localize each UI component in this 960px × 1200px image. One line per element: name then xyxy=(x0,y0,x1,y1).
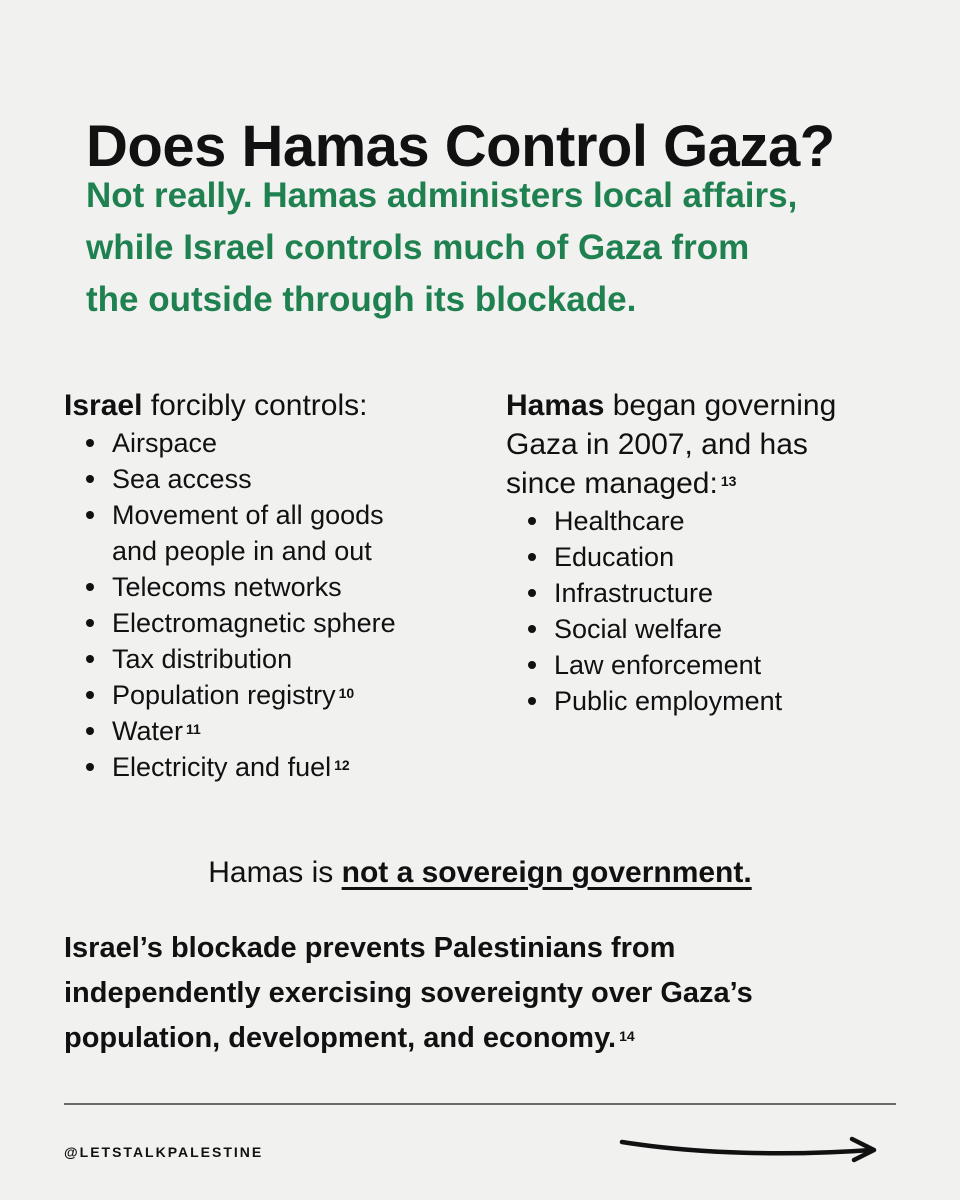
footnote-ref: 13 xyxy=(720,473,737,489)
list-item-text: Electromagnetic sphere xyxy=(112,608,396,638)
footnote-ref: 12 xyxy=(334,757,350,773)
list-item-text: Telecoms networks xyxy=(112,572,342,602)
list-item-text: Water xyxy=(112,716,184,746)
israel-list-item xyxy=(64,677,484,713)
hamas-heading-line: Gaza in 2007, and has xyxy=(506,428,808,461)
footnote-ref: 14 xyxy=(619,1028,635,1044)
conclusion-text xyxy=(64,926,924,1061)
list-item-text: Population registry xyxy=(112,680,336,710)
israel-list-item xyxy=(64,605,484,641)
sovereignty-statement xyxy=(0,853,960,893)
israel-list-item xyxy=(64,641,484,677)
hamas-list-item: Infrastructure xyxy=(506,575,926,611)
conclusion-line: Israel’s blockade prevents Palestinians from xyxy=(64,932,676,964)
israel-list-item xyxy=(64,425,484,461)
hamas-heading xyxy=(506,386,926,503)
hamas-heading-rest: began governing xyxy=(604,389,837,422)
footnote-ref: 11 xyxy=(186,721,201,737)
list-item-text: Electricity and fuel xyxy=(112,752,332,782)
subtitle-line: while Israel controls much of Gaza from xyxy=(86,228,750,267)
statement-prefix: Hamas is xyxy=(208,856,342,889)
hamas-heading-bold: Hamas xyxy=(506,389,605,422)
account-handle: @LETSTALKPALESTINE xyxy=(64,1144,264,1160)
hamas-managed-list xyxy=(506,503,926,719)
right-arrow-icon[interactable] xyxy=(618,1128,882,1170)
hamas-column xyxy=(506,386,926,719)
conclusion-line: independently exercising sovereignty over Gaza’s xyxy=(64,977,753,1009)
statement-emphasis: not a sovereign government. xyxy=(341,856,752,889)
israel-column xyxy=(64,386,484,785)
subtitle-line: Not really. Hamas administers local affairs, xyxy=(86,176,798,215)
page-title: Does Hamas Control Gaza? xyxy=(86,113,835,179)
hamas-list-item: Law enforcement xyxy=(506,647,926,683)
israel-control-list xyxy=(64,425,484,785)
list-item-text: Sea access xyxy=(112,464,252,494)
hamas-list-item: Education xyxy=(506,539,926,575)
list-item-text: Tax distribution xyxy=(112,644,293,674)
footer-divider xyxy=(64,1103,896,1105)
conclusion-line: population, development, and economy. xyxy=(64,1022,617,1054)
israel-list-item xyxy=(64,749,484,785)
israel-list-item xyxy=(64,569,484,605)
israel-list-item xyxy=(64,497,484,569)
list-item-text: Movement of all goods xyxy=(112,500,384,530)
list-item-text: and people in and out xyxy=(112,536,372,566)
subtitle xyxy=(86,170,906,326)
hamas-heading-line: since managed: xyxy=(506,467,718,500)
footnote-ref: 10 xyxy=(338,685,355,701)
israel-heading-bold: Israel xyxy=(64,389,143,422)
subtitle-line: the outside through its blockade. xyxy=(86,280,637,319)
israel-heading xyxy=(64,386,484,425)
israel-heading-rest: forcibly controls: xyxy=(142,389,368,422)
hamas-list-item: Healthcare xyxy=(506,503,926,539)
hamas-list-item: Public employment xyxy=(506,683,926,719)
israel-list-item xyxy=(64,713,484,749)
israel-list-item xyxy=(64,461,484,497)
list-item-text: Airspace xyxy=(112,428,218,458)
hamas-list-item: Social welfare xyxy=(506,611,926,647)
